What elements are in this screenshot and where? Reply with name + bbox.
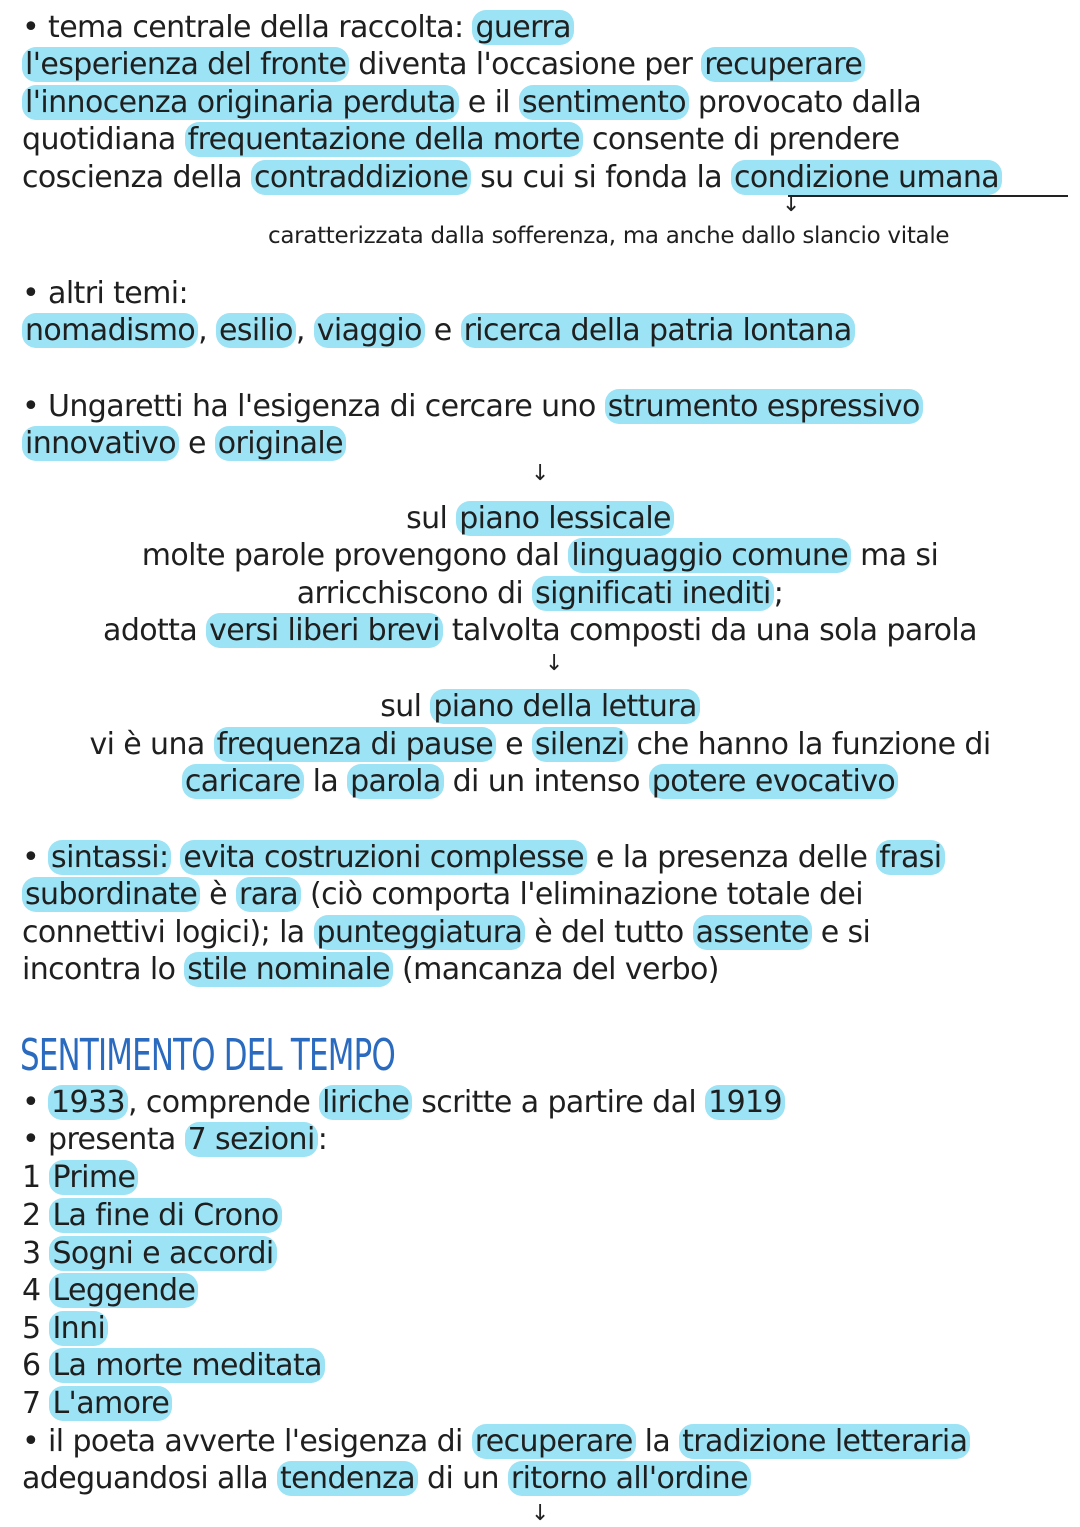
down-arrow-icon: ↓ (531, 1501, 550, 1526)
section-title: SENTIMENTO DEL TEMPO (20, 1030, 395, 1081)
ungaretti-line-2: innovativo e originale (22, 426, 346, 462)
syntax-line-3: connettivi logici); la punteggiatura è del tutto assente e si (22, 915, 871, 950)
time-line-1: • 1933 , comprende liriche scritte a partire dal 1919 (22, 1085, 785, 1121)
reading-heading: sul piano della lettura (0, 689, 1080, 725)
lexical-line-1: molte parole provengono dal linguaggio comune ma si (141, 538, 939, 573)
ungaretti-line-1: • Ungaretti ha l'esigenza di cercare uno strumento espressivo (22, 389, 923, 425)
theme-line-4: quotidiana frequentazione della morte consente di prendere (22, 122, 900, 157)
theme-line-2: l'esperienza del fronte diventa l'occasione per recuperare (22, 47, 865, 83)
list-item: 6 La morte meditata (22, 1348, 325, 1384)
down-arrow-icon: ↓ (531, 461, 550, 486)
reading-line-1: vi è una frequenza di pause e silenzi che hanno la funzione di (89, 727, 991, 762)
theme-line-5: coscienza della contraddizione su cui si fonda la condizione umana (22, 160, 1002, 196)
list-item: 1 Prime (22, 1160, 138, 1196)
list-item: 3 Sogni e accordi (22, 1236, 277, 1272)
reading-line-2: caricare la parola di un intenso potere evocativo (0, 764, 1080, 800)
time-line-4: adeguandosi alla tendenza di un ritorno all'ordine (22, 1461, 751, 1497)
list-item: 7 L'amore (22, 1386, 172, 1422)
syntax-line-4: incontra lo stile nominale (mancanza del verbo) (22, 952, 719, 987)
list-item: 5 Inni (22, 1311, 108, 1347)
note-line: caratterizzata dalla sofferenza, ma anche dallo slancio vitale (268, 223, 950, 249)
down-arrow-icon: ↓ (782, 192, 801, 217)
list-item: 2 La fine di Crono (22, 1198, 282, 1234)
theme-line-1: • tema centrale della raccolta: guerra (22, 10, 574, 46)
theme-line-3: l'innocenza originaria perduta e il sentimento provocato dalla (22, 85, 921, 121)
other-themes-list: nomadismo , esilio , viaggio e ricerca della patria lontana (22, 313, 855, 349)
down-arrow-icon: ↓ (545, 651, 564, 676)
syntax-line-1: • sintassi: evita costruzioni complesse e la presenza delle frasi (22, 840, 945, 876)
time-line-2: • presenta 7 sezioni : (22, 1122, 328, 1157)
time-line-3: • il poeta avverte l'esigenza di recuperare la tradizione letteraria (22, 1424, 970, 1460)
list-item: 4 Leggende (22, 1273, 198, 1309)
lexical-line-3: adotta versi liberi brevi talvolta composti da una sola parola (103, 613, 977, 648)
other-themes-heading: • altri temi: (22, 276, 189, 311)
bracket-line (788, 195, 1068, 197)
lexical-heading: sul piano lessicale (0, 501, 1080, 537)
lexical-line-2: arricchiscono di significati inediti ; (296, 576, 784, 611)
syntax-line-2: subordinate è rara (ciò comporta l'eliminazione totale dei (22, 877, 863, 913)
